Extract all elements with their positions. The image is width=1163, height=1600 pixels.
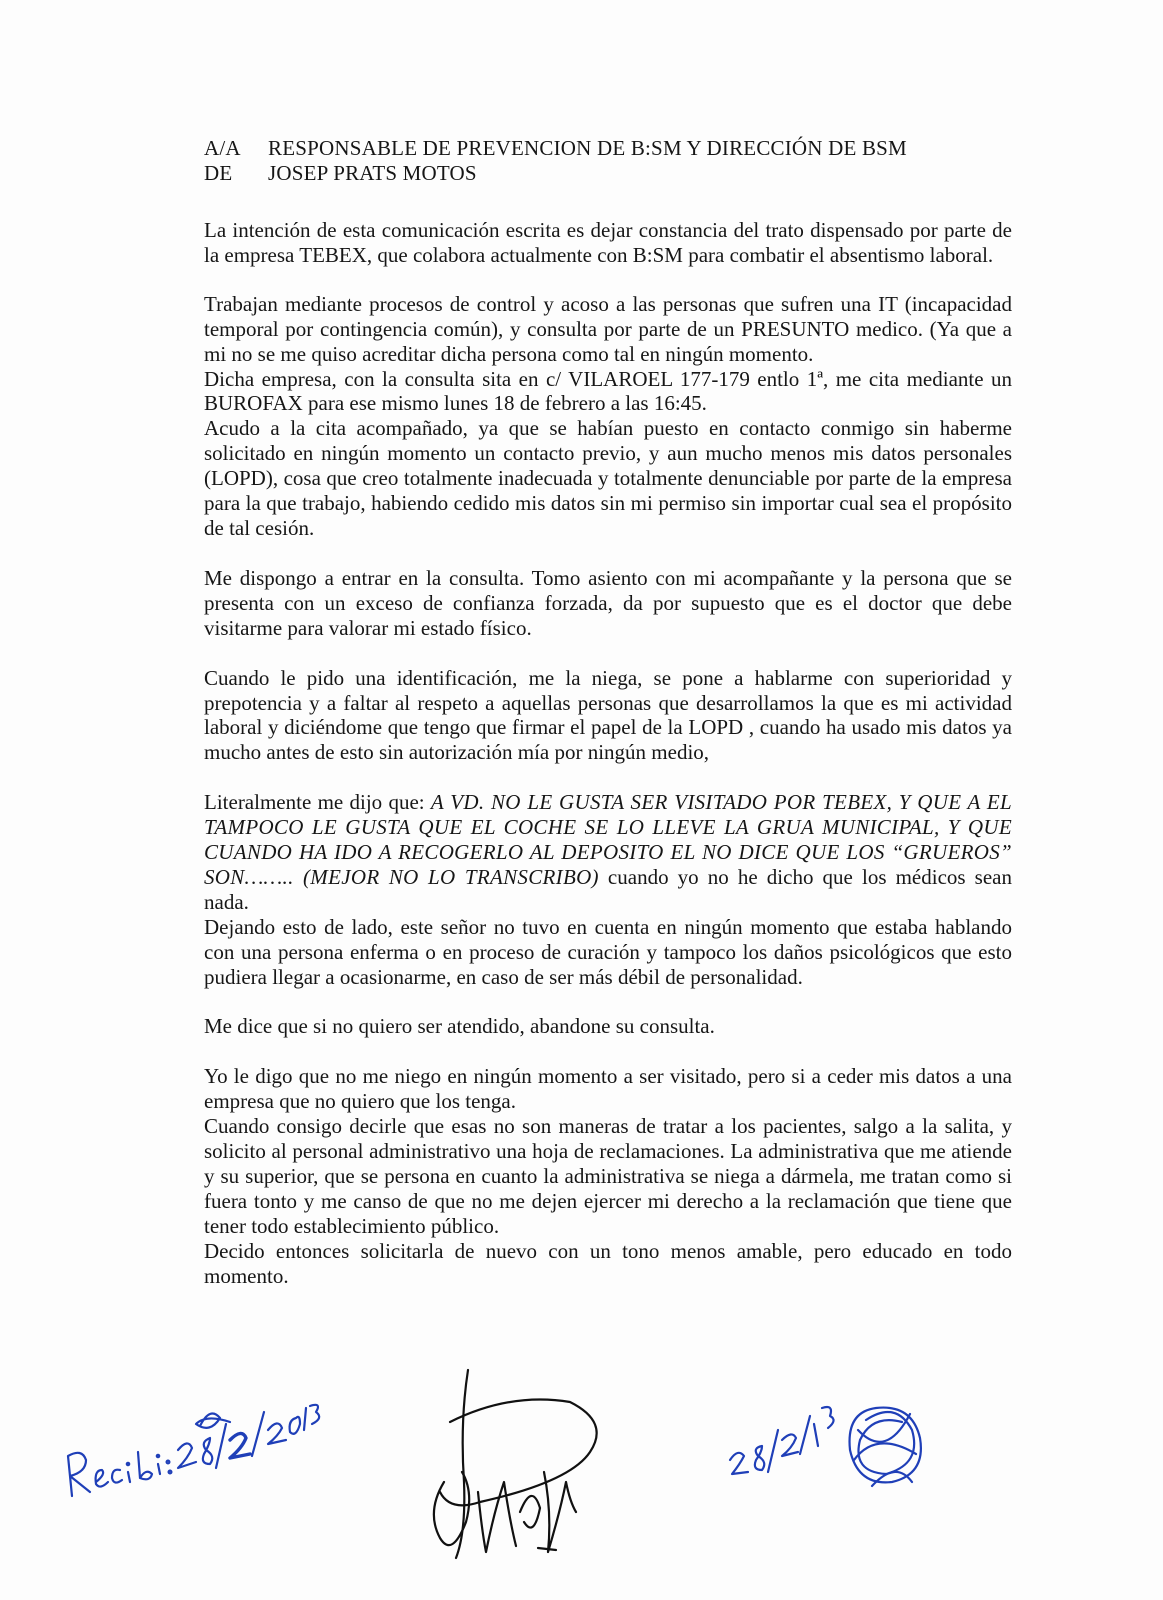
letter-header — [204, 136, 1004, 186]
header-sender: JOSEP PRATS MOTOS — [268, 161, 477, 185]
quote-italic: A VD. NO LE GUSTA SER VISITADO POR TEBEX, Y QUE A EL TAMPOCO LE GUSTA QUE EL COCHE SE LO LLEVE LA GRUA MUNICIPAL, Y QUE CUANDO HA IDO A RECOGERLO AL DEPOSITO EL NO DICE QUE LOS “GRUEROS” SON…….. (MEJOR NO LO TRANSCRIBO) — [204, 790, 1012, 889]
paragraph-quote — [204, 790, 1012, 915]
paragraph-consultation: Me dispongo a entrar en la consulta. Tomo asiento con mi acompañante y la persona que se presenta con un exceso de confianza forzada, da por supuesto que es el doctor que debe visitarme para valorar mi estado físico. — [204, 565, 1012, 640]
header-label-de: DE — [204, 161, 233, 185]
quote-tail: cuando yo no he dicho que los médicos sean nada. — [204, 864, 1012, 914]
handwritten-received-note — [60, 1378, 320, 1508]
paragraph-identification: Cuando le pido una identificación, me la niega, se pone a hablarme con superioridad y prepotencia y a faltar al respeto a aquellas personas que desarrollamos la que es mi actividad laboral y diciéndome que tengo que firmar el papel de la LOPD , cuando ha usado mis datos ya mucho antes de esto sin autorización mía por ningún medio, — [204, 665, 1012, 765]
date-note-ink — [726, 1390, 936, 1500]
paragraph-leave: Me dice que si no quiero ser atendido, abandone su consulta. — [204, 1014, 715, 1039]
paragraph-appointment: Dicha empresa, con la consulta sita en c/ VILAROEL 177-179 entlo 1ª, me cita mediante un BUROFAX para ese mismo lunes 18 de febrero a las 16:45. — [204, 366, 1012, 416]
paragraph-decide: Decido entonces solicitarla de nuevo con un tono menos amable, pero educado en todo momento. — [204, 1238, 1012, 1288]
paragraph-intro: La intención de esta comunicación escrita es dejar constancia del trato dispensado por parte de la empresa TEBEX, que colabora actualmente con B:SM para combatir el absentismo laboral. — [204, 218, 1012, 267]
header-recipient: RESPONSABLE DE PREVENCION DE B:SM Y DIRECCIÓN DE BSM — [268, 136, 907, 160]
paragraph-ignored: Dejando esto de lado, este señor no tuvo en cuenta en ningún momento que estaba hablando con una persona enferma o en proceso de curación y tampoco los daños psicológicos que esto pudiera llegar a ocasionarme, en caso de ser más débil de personalidad. — [204, 914, 1012, 989]
received-note-ink — [60, 1378, 320, 1508]
quote-lead: Literalmente me dijo que: — [204, 790, 431, 815]
letter-body — [204, 218, 1012, 1289]
paragraph-complaint: Cuando consigo decirle que esas no son maneras de tratar a los pacientes, salgo a la salita, y solicito al personal administrativo una hoja de reclamaciones. La administrativa que me atiende y su superior, que se persona en cuanto la administrativa se niega a dármela, me tratan como si fuera tonto y me canso de que no me dejen ejercer mi derecho a la reclamación que tiene que tener todo establecimiento público. — [204, 1114, 1012, 1238]
header-recipient-line — [204, 136, 1004, 161]
header-label-aa: A/A — [204, 136, 241, 160]
header-sender-line — [204, 161, 1004, 186]
signature-black — [420, 1362, 620, 1572]
signature-black-ink — [420, 1362, 620, 1572]
paragraph-process: Trabajan mediante procesos de control y acoso a las personas que sufren una IT (incapacidad temporal por contingencia común), y consulta por parte de un PRESUNTO medico. (Ya que a mi no se me quiso acreditar dicha persona como tal en ningún momento. — [204, 291, 1012, 366]
paragraph-refuse: Yo le digo que no me niego en ningún momento a ser visitado, pero si a ceder mis datos a una empresa que no quiero que los tenga. — [204, 1064, 1012, 1114]
paragraph-accompanied: Acudo a la cita acompañado, ya que se habían puesto en contacto conmigo sin haberme solicitado en ningún momento un contacto previo, y aun mucho menos mis datos personales (LOPD), cosa que creo totalmente inadecuada y totalmente denunciable por parte de la empresa para la que trabajo, habiendo cedido mis datos sin mi permiso sin importar cual sea el propósito de tal cesión. — [204, 416, 1012, 540]
handwritten-date-note — [726, 1390, 936, 1500]
